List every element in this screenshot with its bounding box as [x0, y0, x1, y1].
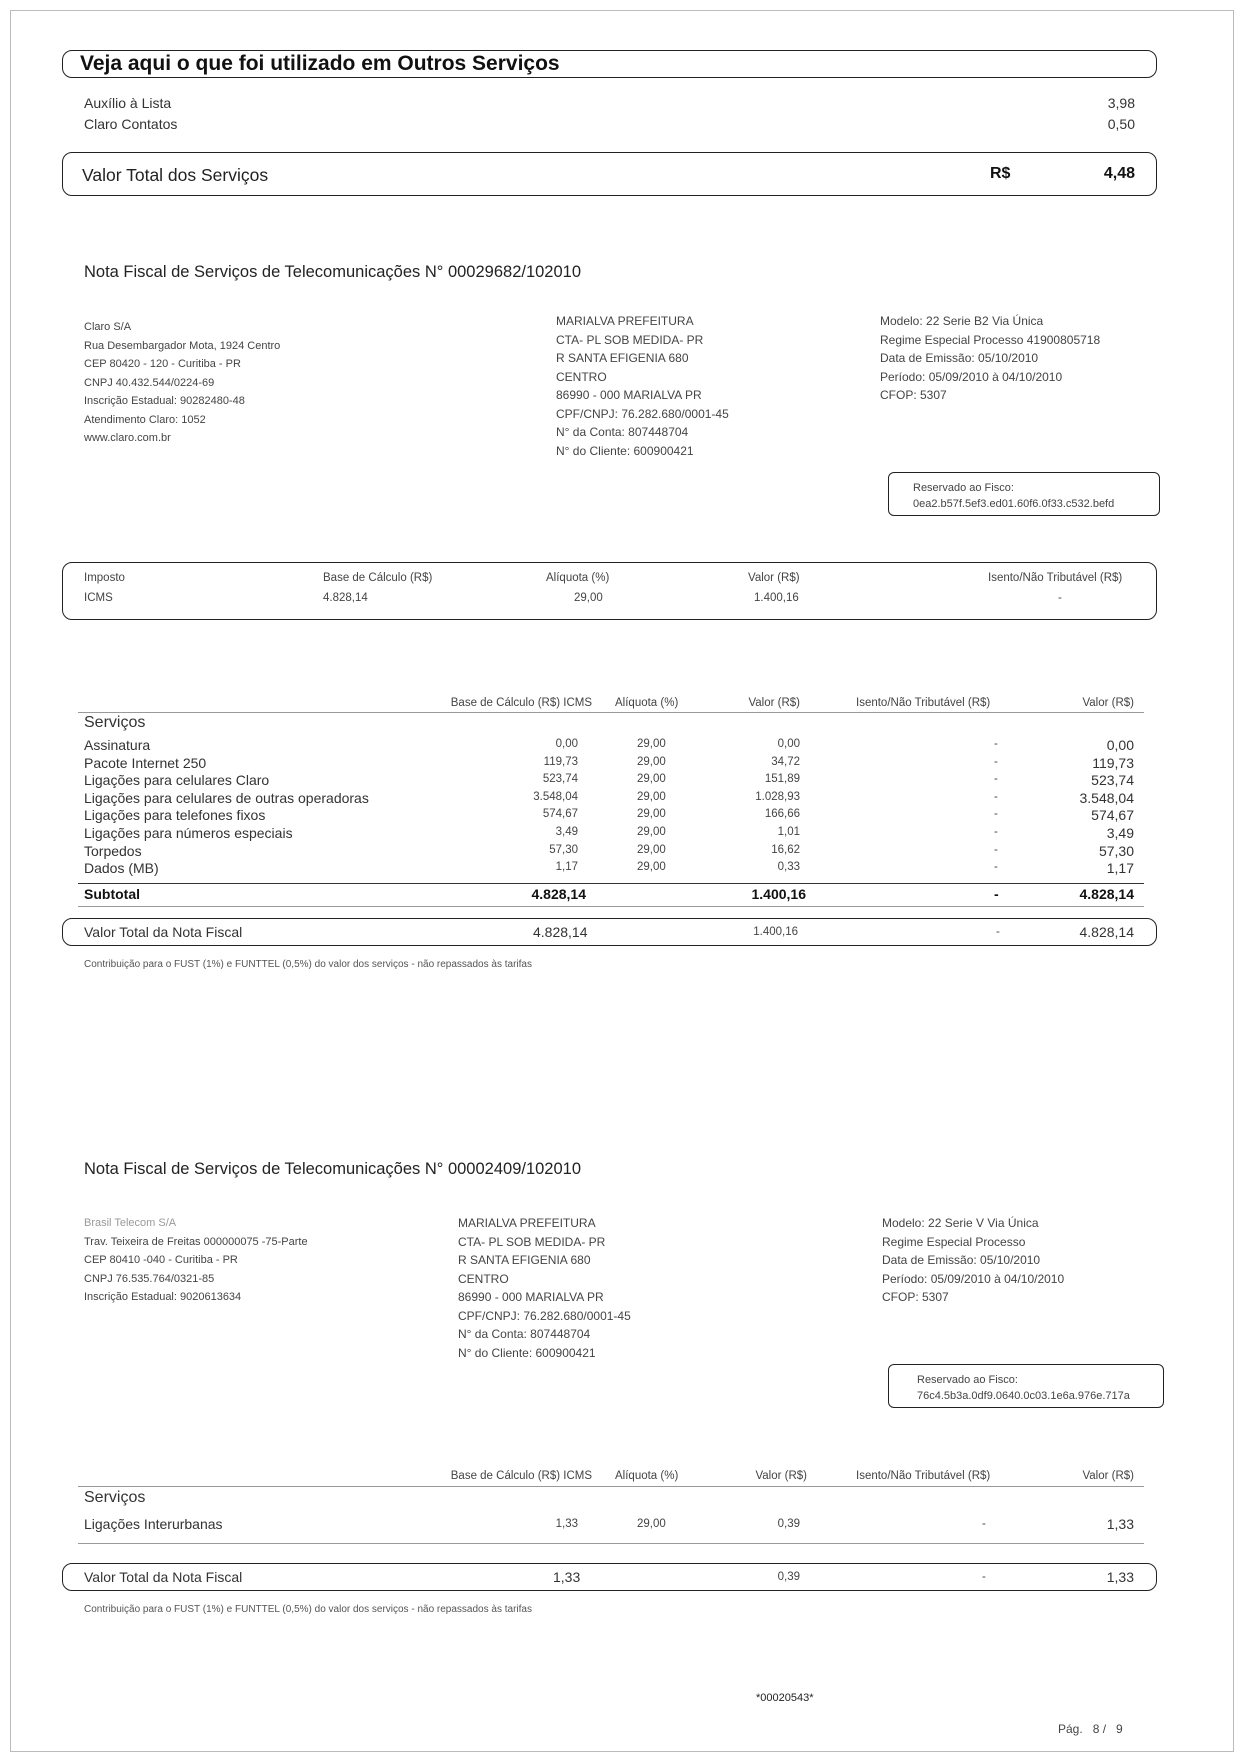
outros-total-label: Valor Total dos Serviços [82, 165, 269, 185]
nf1-customer-line: MARIALVA PREFEITURA [556, 314, 694, 328]
outros-item-value-1: 0,50 [1107, 116, 1135, 132]
nf1-customer-line: N° do Cliente: 600900421 [556, 443, 694, 458]
nf1-row-0-valor: 0,00 [777, 738, 800, 750]
nf1-row-1-valor: 34,72 [771, 755, 800, 768]
nf2-customer-line: MARIALVA PREFEITURA [458, 1216, 596, 1230]
nf2-issuer-line: Brasil Telecom S/A [84, 1217, 177, 1229]
nf1-row-5-base: 3,49 [555, 826, 578, 838]
nf1-row-4-isento: - [994, 808, 998, 821]
nf1-issuer-line: CEP 80420 - 120 - Curitiba - PR [84, 358, 241, 370]
nf1-info-line: CFOP: 5307 [880, 388, 947, 402]
nf1-tax-cell-0: ICMS [84, 592, 113, 604]
nf1-section-title: Serviços [84, 714, 146, 731]
nf1-info [880, 312, 1100, 405]
nf1-row-2-total: 523,74 [1091, 772, 1134, 789]
nf1-row-1-aliquota: 29,00 [637, 755, 666, 768]
nf1-total-label: Valor Total da Nota Fiscal [84, 924, 243, 940]
nf1-row-0-aliquota: 29,00 [637, 738, 666, 750]
nf2-row-0-valor: 0,39 [777, 1518, 800, 1530]
nf1-row-6-total: 57,30 [1098, 842, 1134, 859]
outros-item-value-0: 3,98 [1107, 95, 1135, 111]
nf1-row-7-total: 1,17 [1106, 860, 1134, 877]
nf2-info-line: Regime Especial Processo [882, 1234, 1026, 1249]
nf1-total-isento: - [996, 926, 1000, 938]
nf1-row-1-isento: - [994, 755, 998, 768]
nf2-customer-line: N° da Conta: 807448704 [458, 1327, 591, 1341]
nf1-fisco-code: 0ea2.b57f.5ef3.ed01.60f6.0f33.c532.befd [913, 498, 1115, 510]
nf1-total-base: 4.828,14 [533, 924, 588, 940]
nf1-row-4-valor: 166,66 [764, 808, 800, 821]
nf2-fisco-box [888, 1364, 1164, 1408]
nf1-row-2-label: Ligações para celulares Claro [84, 772, 270, 789]
nf1-svc-header-0: Base de Cálculo (R$) ICMS [450, 697, 592, 709]
nf2-customer-line: CPF/CNPJ: 76.282.680/0001-45 [458, 1308, 631, 1323]
nf1-row-3-label: Ligações para celulares de outras operadoras [84, 789, 369, 806]
nf1-row-1-total: 119,73 [1092, 754, 1134, 771]
nf1-subtotal-isento: - [994, 886, 999, 902]
nf1-row-6-valor: 16,62 [771, 843, 800, 856]
nf1-row-2-base: 523,74 [542, 773, 578, 786]
nf1-row-4-aliquota: 29,00 [637, 808, 666, 821]
nf1-info-line: Regime Especial Processo 41900805718 [880, 332, 1101, 347]
nf1-row-5-aliquota: 29,00 [637, 826, 666, 838]
nf2-info-line: Modelo: 22 Serie V Via Única [882, 1216, 1039, 1230]
nf1-row-5-label: Ligações para números especiais [84, 825, 293, 841]
nf2-svc-header-0: Base de Cálculo (R$) ICMS [450, 1470, 592, 1482]
nf1-row-3-total: 3.548,04 [1079, 789, 1134, 806]
outros-item-label-1: Claro Contatos [84, 116, 178, 132]
nf1-row-2-valor: 151,89 [764, 773, 800, 786]
nf1-subtotal-line [78, 883, 1144, 884]
nf1-tax-cell-2: 29,00 [574, 592, 603, 604]
nf2-issuer-line: CNPJ 76.535.764/0321-85 [84, 1272, 215, 1285]
nf2-svc-header-line [78, 1486, 1144, 1487]
nf2-info-line: CFOP: 5307 [882, 1290, 949, 1304]
nf2-issuer-line: Inscrição Estadual: 9020613634 [84, 1291, 242, 1303]
nf2-row-0-base: 1,33 [555, 1518, 578, 1530]
nf2-total-isento: - [982, 1571, 986, 1583]
nf2-customer-line: N° do Cliente: 600900421 [458, 1345, 596, 1360]
nf2-row-0-total: 1,33 [1106, 1516, 1134, 1532]
nf1-row-4-base: 574,67 [542, 808, 578, 821]
nf1-tax-box [62, 562, 1157, 620]
nf1-row-7-base: 1,17 [555, 861, 578, 874]
nf1-info-line: Data de Emissão: 05/10/2010 [880, 351, 1039, 365]
nf2-customer-line: CTA- PL SOB MEDIDA- PR [458, 1234, 606, 1249]
nf2-total-label: Valor Total da Nota Fiscal [84, 1569, 243, 1585]
nf1-row-7-aliquota: 29,00 [637, 861, 666, 874]
nf2-note: Contribuição para o FUST (1%) e FUNTTEL (0,5%) do valor dos serviços - não repassados às tarifas [84, 1604, 532, 1615]
nf1-row-6-isento: - [994, 843, 998, 856]
nf2-info-line: Período: 05/09/2010 à 04/10/2010 [882, 1271, 1065, 1286]
nf2-customer-line: 86990 - 000 MARIALVA PR [458, 1290, 604, 1304]
nf1-subtotal-valor: 1.400,16 [751, 886, 806, 902]
nf1-row-6-label: Torpedos [84, 842, 142, 859]
nf1-issuer [84, 318, 280, 448]
nf2-issuer-line: Trav. Teixeira de Freitas 000000075 -75-Parte [84, 1235, 308, 1248]
nf2-svc-header-4: Valor (R$) [1082, 1470, 1134, 1482]
nf2-row-0-aliquota: 29,00 [637, 1518, 666, 1530]
nf2-issuer-line: CEP 80410 -040 - Curitiba - PR [84, 1254, 238, 1266]
nf1-row-3-base: 3.548,04 [533, 790, 578, 803]
nf1-info-line: Período: 05/09/2010 à 04/10/2010 [880, 369, 1063, 384]
nf1-issuer-line: Rua Desembargador Mota, 1924 Centro [84, 339, 281, 352]
nf1-customer-line: N° da Conta: 807448704 [556, 425, 689, 439]
nf2-title: Nota Fiscal de Serviços de Telecomunicações N° 00002409/102010 [84, 1160, 582, 1178]
nf1-row-7-valor: 0,33 [777, 861, 800, 874]
nf1-row-1-base: 119,73 [543, 755, 578, 768]
nf2-svc-header-1: Alíquota (%) [615, 1470, 679, 1482]
nf1-row-5-isento: - [994, 826, 998, 838]
nf1-total-total: 4.828,14 [1079, 924, 1134, 940]
nf2-customer-line: CENTRO [458, 1271, 509, 1286]
nf2-total-valor: 0,39 [777, 1571, 800, 1583]
nf1-row-0-label: Assinatura [84, 737, 151, 753]
outros-title: Veja aqui o que foi utilizado em Outros Serviços [80, 52, 560, 75]
nf1-issuer-line: Claro S/A [84, 321, 132, 333]
outros-item-label-0: Auxílio à Lista [84, 95, 172, 111]
nf1-fisco-box [888, 472, 1160, 516]
nf1-row-0-isento: - [994, 738, 998, 750]
nf1-customer [556, 312, 729, 460]
nf1-row-5-valor: 1,01 [777, 826, 800, 838]
outros-total-currency: R$ [990, 165, 1011, 182]
nf1-customer-line: R SANTA EFIGENIA 680 [556, 351, 689, 365]
nf1-row-3-valor: 1.028,93 [755, 790, 800, 803]
nf1-issuer-line: www.claro.com.br [84, 432, 171, 444]
nf2-total-total: 1,33 [1106, 1569, 1134, 1585]
nf1-row-4-label: Ligações para telefones fixos [84, 807, 266, 824]
nf2-info-line: Data de Emissão: 05/10/2010 [882, 1253, 1041, 1267]
nf1-issuer-line: CNPJ 40.432.544/0224-69 [84, 376, 215, 389]
nf1-subtotal-base: 4.828,14 [531, 886, 586, 902]
barcode-text: *00020543* [756, 1692, 814, 1704]
nf1-row-5-total: 3,49 [1106, 825, 1134, 841]
nf2-total-base: 1,33 [553, 1569, 581, 1585]
nf1-svc-header-4: Valor (R$) [1082, 697, 1134, 709]
nf1-row-0-total: 0,00 [1106, 737, 1134, 753]
nf1-svc-header-line [78, 712, 1144, 713]
nf1-row-7-label: Dados (MB) [84, 860, 159, 877]
nf1-subtotal-total: 4.828,14 [1079, 886, 1134, 902]
nf2-customer-line: R SANTA EFIGENIA 680 [458, 1253, 591, 1267]
nf1-subtotal-bottom-line [78, 906, 1144, 907]
nf2-customer [458, 1214, 631, 1362]
nf1-row-3-aliquota: 29,00 [637, 790, 666, 803]
nf1-svc-header-2: Valor (R$) [748, 697, 800, 709]
nf1-row-3-isento: - [994, 790, 998, 803]
nf1-tax-header-2: Alíquota (%) [546, 572, 610, 584]
nf1-tax-cell-1: 4.828,14 [323, 592, 368, 604]
nf2-fisco-code: 76c4.5b3a.0df9.0640.0c03.1e6a.976e.717a [917, 1390, 1130, 1402]
nf1-note: Contribuição para o FUST (1%) e FUNTTEL (0,5%) do valor dos serviços - não repassados às tarifas [84, 959, 532, 970]
nf1-row-4-total: 574,67 [1091, 807, 1134, 824]
nf1-customer-line: CPF/CNPJ: 76.282.680/0001-45 [556, 406, 729, 421]
nf1-tax-header-0: Imposto [84, 572, 125, 584]
nf2-svc-header-2: Valor (R$) [755, 1470, 807, 1482]
nf1-title: Nota Fiscal de Serviços de Telecomunicações N° 00029682/102010 [84, 263, 582, 281]
nf1-row-7-isento: - [994, 861, 998, 874]
nf1-row-0-base: 0,00 [555, 738, 578, 750]
outros-total-value: 4,48 [1103, 165, 1135, 182]
nf1-customer-line: CENTRO [556, 369, 607, 384]
nf1-row-1-label: Pacote Internet 250 [84, 754, 207, 771]
nf2-row-bottom-line [78, 1543, 1144, 1544]
nf1-svc-header-1: Alíquota (%) [615, 697, 679, 709]
nf2-svc-header-3: Isento/Não Tributável (R$) [856, 1470, 991, 1482]
nf1-info-line: Modelo: 22 Serie B2 Via Única [880, 314, 1044, 328]
nf1-tax-header-3: Valor (R$) [748, 572, 800, 584]
nf2-fisco-label: Reservado ao Fisco: [917, 1374, 1018, 1386]
nf1-svc-header-3: Isento/Não Tributável (R$) [856, 697, 991, 709]
nf2-info [882, 1214, 1064, 1307]
page-number: Pág. 8 / 9 [1058, 1722, 1123, 1736]
nf2-section-title: Serviços [84, 1489, 146, 1506]
nf1-row-6-base: 57,30 [549, 843, 578, 856]
nf1-row-6-aliquota: 29,00 [637, 843, 666, 856]
nf1-customer-line: 86990 - 000 MARIALVA PR [556, 388, 702, 402]
nf1-row-2-isento: - [994, 773, 998, 786]
nf2-row-0-label: Ligações Interurbanas [84, 1516, 223, 1532]
nf1-issuer-line: Inscrição Estadual: 90282480-48 [84, 395, 245, 407]
nf1-fisco-label: Reservado ao Fisco: [913, 482, 1014, 494]
nf1-total-valor: 1.400,16 [753, 926, 798, 938]
nf1-tax-cell-3: 1.400,16 [754, 592, 799, 604]
nf1-tax-header-1: Base de Cálculo (R$) [323, 572, 433, 584]
nf1-tax-header-4: Isento/Não Tributável (R$) [988, 572, 1123, 584]
nf1-subtotal-label: Subtotal [84, 886, 140, 902]
nf2-issuer [84, 1214, 308, 1307]
nf1-issuer-line: Atendimento Claro: 1052 [84, 413, 206, 426]
nf1-customer-line: CTA- PL SOB MEDIDA- PR [556, 332, 704, 347]
nf1-row-2-aliquota: 29,00 [637, 773, 666, 786]
nf1-tax-cell-4: - [1058, 592, 1062, 604]
nf2-row-0-isento: - [982, 1518, 986, 1530]
